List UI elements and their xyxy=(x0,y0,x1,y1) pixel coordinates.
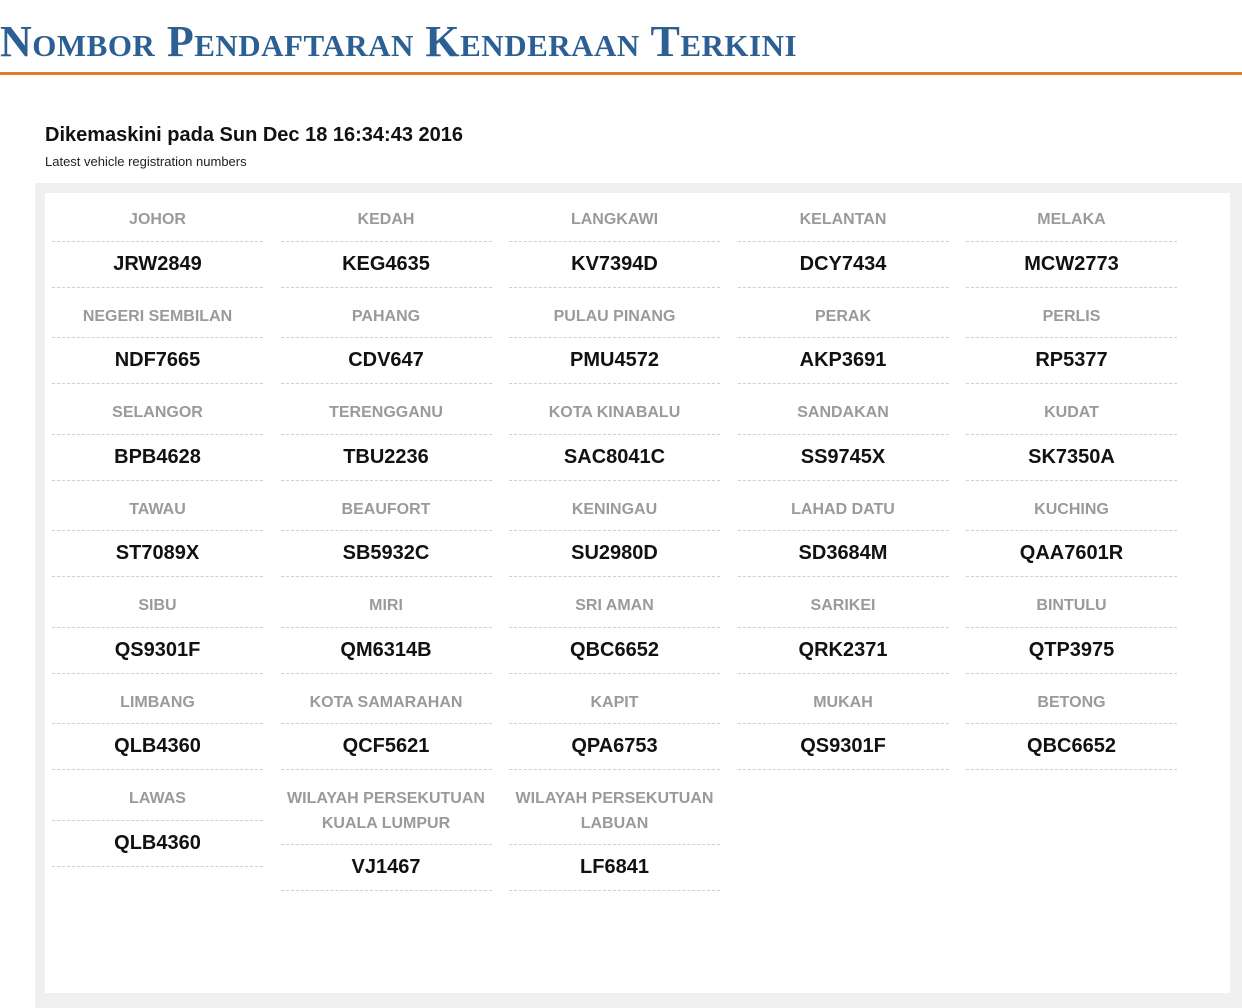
registration-cell xyxy=(52,686,263,771)
registration-cell xyxy=(509,686,720,771)
plate-number: SAC8041C xyxy=(509,435,720,481)
registration-cell xyxy=(509,300,720,385)
plate-number: QM6314B xyxy=(281,628,492,674)
plate-number: SU2980D xyxy=(509,531,720,577)
state-label: SANDAKAN xyxy=(738,396,949,435)
registration-cell xyxy=(281,589,492,674)
state-label: MELAKA xyxy=(966,203,1177,242)
state-label: LANGKAWI xyxy=(509,203,720,242)
page-subtitle: Latest vehicle registration numbers xyxy=(45,154,247,169)
plate-number: QRK2371 xyxy=(738,628,949,674)
plate-number: QAA7601R xyxy=(966,531,1177,577)
registration-cell xyxy=(509,782,720,891)
page-title: Nombor Pendaftaran Kenderaan Terkini xyxy=(0,17,798,66)
registration-cell xyxy=(738,493,949,578)
registration-cell xyxy=(281,686,492,771)
state-label: KELANTAN xyxy=(738,203,949,242)
plate-number: SD3684M xyxy=(738,531,949,577)
state-label: BINTULU xyxy=(966,589,1177,628)
registration-cell xyxy=(281,396,492,481)
registration-cell xyxy=(966,300,1177,385)
state-label: KENINGAU xyxy=(509,493,720,532)
registration-cell xyxy=(509,203,720,288)
registration-cell xyxy=(52,300,263,385)
state-label: LAWAS xyxy=(52,782,263,821)
registration-cell xyxy=(966,589,1177,674)
state-label: BEAUFORT xyxy=(281,493,492,532)
plate-number: RP5377 xyxy=(966,338,1177,384)
plate-number: NDF7665 xyxy=(52,338,263,384)
state-label: WILAYAH PERSEKUTUAN KUALA LUMPUR xyxy=(281,782,492,845)
state-label: LAHAD DATU xyxy=(738,493,949,532)
registration-cell xyxy=(738,300,949,385)
registration-cell xyxy=(52,589,263,674)
plate-number: QLB4360 xyxy=(52,724,263,770)
plate-number: CDV647 xyxy=(281,338,492,384)
plate-number: ST7089X xyxy=(52,531,263,577)
registration-cell xyxy=(509,493,720,578)
state-label: KUDAT xyxy=(966,396,1177,435)
plate-number: KV7394D xyxy=(509,242,720,288)
plate-number: QS9301F xyxy=(52,628,263,674)
registration-cell xyxy=(281,203,492,288)
state-label: NEGERI SEMBILAN xyxy=(52,300,263,339)
plate-number: QTP3975 xyxy=(966,628,1177,674)
registration-cell xyxy=(966,396,1177,481)
registration-cell xyxy=(281,782,492,891)
registration-cell xyxy=(738,203,949,288)
state-label: JOHOR xyxy=(52,203,263,242)
plate-number: DCY7434 xyxy=(738,242,949,288)
plate-number: PMU4572 xyxy=(509,338,720,384)
state-label: SARIKEI xyxy=(738,589,949,628)
plate-number: SB5932C xyxy=(281,531,492,577)
state-label: KOTA SAMARAHAN xyxy=(281,686,492,725)
registrations-card xyxy=(45,193,1230,993)
state-label: TERENGGANU xyxy=(281,396,492,435)
plate-number: SK7350A xyxy=(966,435,1177,481)
registrations-grid xyxy=(52,203,1177,891)
registration-cell xyxy=(52,396,263,481)
state-label: KUCHING xyxy=(966,493,1177,532)
state-label: KOTA KINABALU xyxy=(509,396,720,435)
registration-cell xyxy=(966,493,1177,578)
title-divider xyxy=(0,72,1242,75)
state-label: BETONG xyxy=(966,686,1177,725)
state-label: MUKAH xyxy=(738,686,949,725)
plate-number: BPB4628 xyxy=(52,435,263,481)
plate-number: QCF5621 xyxy=(281,724,492,770)
registration-cell xyxy=(281,300,492,385)
state-label: WILAYAH PERSEKUTUAN LABUAN xyxy=(509,782,720,845)
state-label: PERLIS xyxy=(966,300,1177,339)
plate-number: QBC6652 xyxy=(509,628,720,674)
state-label: PERAK xyxy=(738,300,949,339)
registrations-panel xyxy=(35,183,1242,1008)
registration-cell xyxy=(966,203,1177,288)
state-label: LIMBANG xyxy=(52,686,263,725)
state-label: SELANGOR xyxy=(52,396,263,435)
plate-number: TBU2236 xyxy=(281,435,492,481)
plate-number: QS9301F xyxy=(738,724,949,770)
registration-cell xyxy=(509,589,720,674)
registration-cell xyxy=(509,396,720,481)
state-label: TAWAU xyxy=(52,493,263,532)
registration-cell xyxy=(738,589,949,674)
registration-cell xyxy=(281,493,492,578)
registration-cell xyxy=(52,203,263,288)
registration-cell xyxy=(52,782,263,891)
plate-number: SS9745X xyxy=(738,435,949,481)
plate-number: VJ1467 xyxy=(281,845,492,891)
registration-cell xyxy=(966,686,1177,771)
plate-number: KEG4635 xyxy=(281,242,492,288)
registration-cell xyxy=(52,493,263,578)
plate-number: AKP3691 xyxy=(738,338,949,384)
state-label: KEDAH xyxy=(281,203,492,242)
state-label: SIBU xyxy=(52,589,263,628)
plate-number: QBC6652 xyxy=(966,724,1177,770)
plate-number: JRW2849 xyxy=(52,242,263,288)
state-label: MIRI xyxy=(281,589,492,628)
state-label: SRI AMAN xyxy=(509,589,720,628)
state-label: KAPIT xyxy=(509,686,720,725)
registration-cell xyxy=(738,396,949,481)
plate-number: MCW2773 xyxy=(966,242,1177,288)
state-label: PULAU PINANG xyxy=(509,300,720,339)
plate-number: QPA6753 xyxy=(509,724,720,770)
last-updated-text: Dikemaskini pada Sun Dec 18 16:34:43 2016 xyxy=(45,124,464,146)
registration-cell xyxy=(738,686,949,771)
plate-number: LF6841 xyxy=(509,845,720,891)
state-label: PAHANG xyxy=(281,300,492,339)
plate-number: QLB4360 xyxy=(52,821,263,867)
